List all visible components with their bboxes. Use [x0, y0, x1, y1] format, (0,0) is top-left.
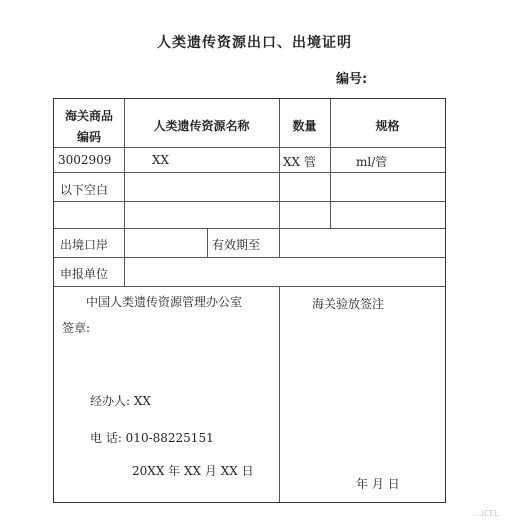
- customs-clearance-label: 海关验放签注: [312, 297, 385, 311]
- contact-phone: 电 话: 010-88225151: [90, 431, 214, 445]
- col-divider-port-inner: [207, 228, 208, 257]
- applicant-unit-label: 申报单位: [60, 267, 109, 281]
- cell-specification: ml/管: [356, 155, 388, 169]
- row-divider-code: [54, 172, 445, 173]
- issuing-office-name: 中国人类遗传资源管理办公室: [86, 295, 243, 309]
- document-title: 人类遗传资源出口、出境证明: [157, 35, 352, 51]
- row-divider-applicant: [54, 286, 445, 287]
- row-divider-blank-mid: [54, 201, 445, 202]
- cell-hs-code: 3002909: [58, 153, 112, 167]
- header-hs-code-line2: 编码: [76, 130, 101, 144]
- serial-number-label: 编号:: [336, 72, 368, 87]
- seal-label: 签章:: [62, 321, 91, 335]
- header-specification: 规格: [375, 119, 400, 133]
- header-resource-name: 人类遗传资源名称: [153, 119, 250, 133]
- valid-until-label: 有效期至: [212, 238, 261, 252]
- header-hs-code-line1: 海关商品: [64, 109, 113, 123]
- certificate-form: [53, 98, 446, 503]
- issue-date: 20XX 年 XX 月 XX 日: [132, 464, 254, 478]
- cell-quantity: XX 管: [283, 155, 316, 169]
- watermark-text: ...ICEL: [473, 509, 499, 518]
- exit-port-label: 出境口岸: [60, 238, 109, 252]
- blank-below-label: 以下空白: [60, 183, 109, 197]
- bottom-section-divider: [279, 286, 280, 502]
- customs-date: 年 月 日: [356, 477, 400, 491]
- row-divider-port: [54, 257, 445, 258]
- cell-resource-name: XX: [152, 153, 170, 167]
- header-quantity: 数量: [292, 119, 317, 133]
- row-divider-header: [54, 147, 445, 148]
- handler-name: 经办人: XX: [90, 394, 151, 408]
- row-divider-blank-end: [54, 228, 445, 229]
